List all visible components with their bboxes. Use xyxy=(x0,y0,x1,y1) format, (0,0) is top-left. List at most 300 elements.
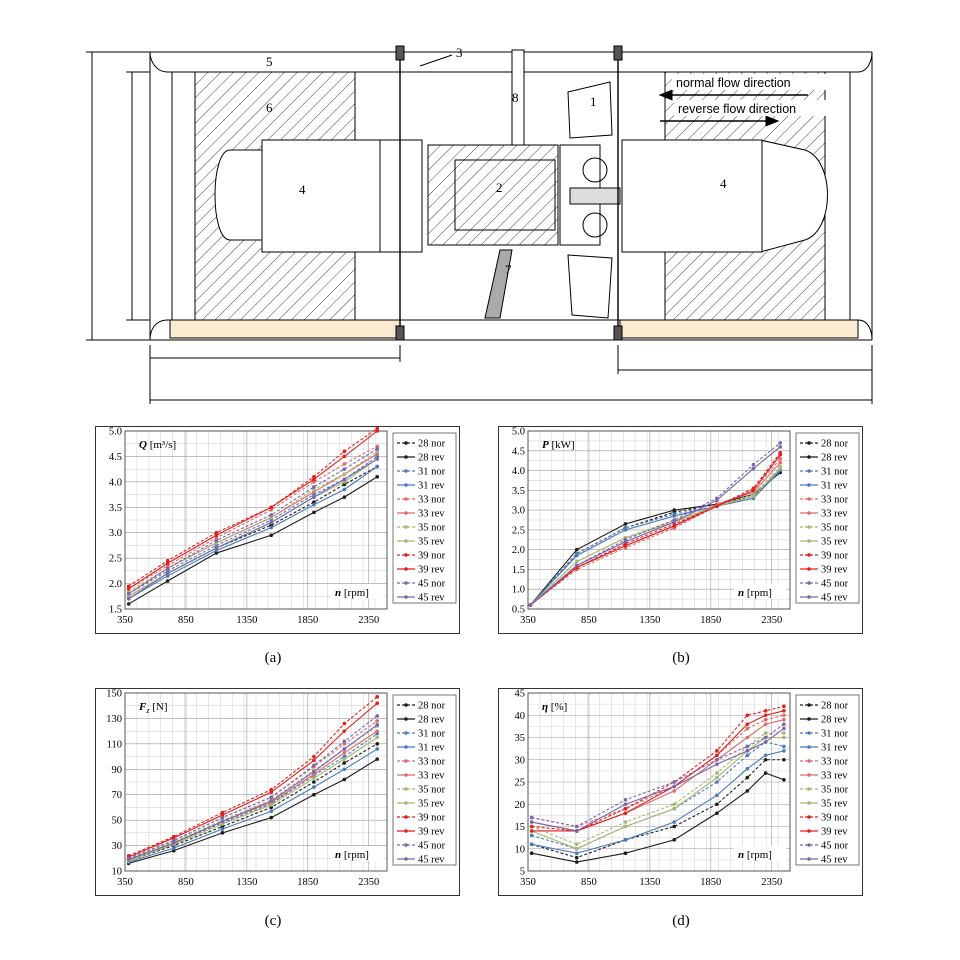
part-label-2: 2 xyxy=(496,180,503,195)
data-point xyxy=(746,745,750,749)
x-tick-label: 1350 xyxy=(639,877,661,888)
y-tick-label: 4.5 xyxy=(511,446,525,458)
data-point xyxy=(672,780,676,784)
data-point xyxy=(529,603,533,607)
data-point xyxy=(715,802,719,806)
data-point xyxy=(782,713,786,717)
legend-entry: 45 nor xyxy=(418,578,446,590)
legend-entry: 28 nor xyxy=(418,700,446,712)
y-tick-label: 130 xyxy=(106,713,122,725)
y-tick-label: 35 xyxy=(514,733,525,744)
normal-flow-label: normal flow direction xyxy=(676,76,791,90)
data-point xyxy=(624,522,628,526)
data-point xyxy=(575,560,579,564)
data-point xyxy=(715,504,719,508)
legend-marker xyxy=(807,703,811,707)
legend-marker xyxy=(404,787,408,791)
legend-marker xyxy=(404,829,408,833)
data-point xyxy=(778,457,782,461)
legend-entry: 39 rev xyxy=(821,564,848,576)
data-point xyxy=(764,771,768,775)
data-point xyxy=(312,495,316,499)
data-point xyxy=(215,546,219,550)
y-tick-label: 5.0 xyxy=(511,426,525,438)
data-point xyxy=(764,736,768,740)
legend-entry: 35 nor xyxy=(821,784,849,796)
y-tick-label: 20 xyxy=(514,799,525,811)
data-point xyxy=(312,770,316,774)
y-tick-label: 10 xyxy=(514,844,525,856)
data-point xyxy=(530,843,534,847)
data-point xyxy=(312,793,316,797)
data-point xyxy=(575,847,579,851)
legend-entry: 45 rev xyxy=(821,854,848,866)
data-point xyxy=(672,825,676,829)
y-axis-label: η [%] xyxy=(542,701,568,713)
part-label-4-left: 4 xyxy=(299,182,306,197)
data-point xyxy=(575,548,579,552)
legend-entry: 31 rev xyxy=(821,480,848,492)
legend-marker xyxy=(404,497,408,501)
data-point xyxy=(624,838,628,842)
x-tick-label: 850 xyxy=(581,877,597,888)
data-point xyxy=(215,533,219,537)
x-tick-label: 1350 xyxy=(236,615,258,626)
y-tick-label: 25 xyxy=(514,777,525,789)
data-point xyxy=(343,488,347,492)
legend-entry: 28 rev xyxy=(418,714,445,726)
data-point xyxy=(375,719,379,723)
y-tick-label: 90 xyxy=(111,764,122,776)
data-point xyxy=(375,701,379,705)
data-point xyxy=(752,467,756,471)
x-tick-label: 1850 xyxy=(700,877,722,888)
y-tick-label: 3.0 xyxy=(108,528,122,540)
data-point xyxy=(715,762,719,766)
data-point xyxy=(530,825,534,829)
x-tick-label: 2350 xyxy=(358,615,380,626)
data-point xyxy=(746,776,750,780)
data-point xyxy=(778,441,782,445)
legend-entry: 35 nor xyxy=(418,784,446,796)
legend-entry: 31 nor xyxy=(821,728,849,740)
data-point xyxy=(530,829,534,833)
caption-b: (b) xyxy=(672,650,690,666)
data-point xyxy=(624,811,628,815)
data-point xyxy=(782,758,786,762)
data-point xyxy=(269,816,273,820)
data-point xyxy=(746,722,750,726)
data-point xyxy=(530,834,534,838)
legend-marker xyxy=(807,483,811,487)
legend-marker xyxy=(807,815,811,819)
y-tick-label: 30 xyxy=(514,755,525,767)
data-point xyxy=(715,771,719,775)
data-point xyxy=(312,755,316,759)
legend-entry: 39 nor xyxy=(821,812,849,824)
data-point xyxy=(715,780,719,784)
data-point xyxy=(343,450,347,454)
y-tick-label: 0.5 xyxy=(511,604,525,616)
legend-marker xyxy=(807,829,811,833)
data-point xyxy=(752,494,756,498)
legend-marker xyxy=(807,787,811,791)
data-point xyxy=(778,445,782,449)
data-point xyxy=(343,478,347,482)
legend-marker xyxy=(404,553,408,557)
data-point xyxy=(269,799,273,803)
data-point xyxy=(764,713,768,717)
x-tick-label: 1350 xyxy=(639,615,661,626)
legend-entry: 35 rev xyxy=(821,536,848,548)
y-tick-label: 4.0 xyxy=(511,466,525,478)
y-tick-label: 3.0 xyxy=(511,505,525,517)
legend-marker xyxy=(807,857,811,861)
data-point xyxy=(624,798,628,802)
data-point xyxy=(166,561,170,565)
legend-entry: 33 rev xyxy=(418,508,445,520)
legend-marker xyxy=(404,441,408,445)
legend-marker xyxy=(807,843,811,847)
data-point xyxy=(312,776,316,780)
legend-marker xyxy=(404,773,408,777)
legend-entry: 28 rev xyxy=(821,452,848,464)
caption-a: (a) xyxy=(264,650,282,666)
legend-marker xyxy=(807,469,811,473)
y-tick-label: 4.5 xyxy=(108,451,122,463)
legend-entry: 28 nor xyxy=(821,438,849,450)
y-tick-label: 40 xyxy=(514,710,525,722)
data-point xyxy=(269,521,273,525)
legend-entry: 28 nor xyxy=(821,700,849,712)
fan-blade xyxy=(568,82,612,138)
legend-marker xyxy=(404,731,408,735)
data-point xyxy=(782,705,786,709)
legend-entry: 31 rev xyxy=(821,742,848,754)
data-point xyxy=(764,718,768,722)
data-point xyxy=(782,709,786,713)
data-point xyxy=(375,742,379,746)
legend-marker xyxy=(807,511,811,515)
legend-marker xyxy=(807,581,811,585)
data-point xyxy=(127,587,131,591)
legend-entry: 35 rev xyxy=(418,798,445,810)
x-tick-label: 2350 xyxy=(358,877,380,888)
legend-entry: 31 rev xyxy=(418,480,445,492)
data-point xyxy=(624,820,628,824)
data-point xyxy=(375,723,379,727)
y-tick-label: 15 xyxy=(514,822,525,833)
data-point xyxy=(672,820,676,824)
x-tick-label: 850 xyxy=(178,615,194,626)
part-label-1: 1 xyxy=(590,94,597,109)
data-point xyxy=(343,729,347,733)
legend-marker xyxy=(807,759,811,763)
legend-entry: 39 nor xyxy=(418,812,446,824)
data-point xyxy=(343,722,347,726)
data-point xyxy=(715,754,719,758)
data-point xyxy=(269,795,273,799)
x-axis-label: n [rpm] xyxy=(335,849,369,861)
data-point xyxy=(624,544,628,548)
x-tick-label: 2350 xyxy=(761,877,783,888)
x-tick-label: 350 xyxy=(520,615,536,626)
data-point xyxy=(672,508,676,512)
data-point xyxy=(166,572,170,576)
legend-marker xyxy=(404,455,408,459)
caption-c: (c) xyxy=(264,913,282,929)
legend-marker xyxy=(807,525,811,529)
data-point xyxy=(127,858,131,862)
legend-entry: 28 rev xyxy=(821,714,848,726)
data-point xyxy=(715,749,719,753)
legend-marker xyxy=(404,815,408,819)
legend-entry: 45 nor xyxy=(821,578,849,590)
legend-entry: 39 rev xyxy=(821,826,848,838)
data-point xyxy=(672,785,676,789)
part-label-4-right: 4 xyxy=(720,176,727,191)
data-point xyxy=(782,749,786,753)
data-point xyxy=(764,722,768,726)
part-label-8: 8 xyxy=(512,90,519,105)
data-point xyxy=(221,831,225,835)
legend-marker xyxy=(807,731,811,735)
legend-entry: 31 nor xyxy=(821,466,849,478)
data-point xyxy=(624,540,628,544)
data-point xyxy=(312,785,316,789)
data-point xyxy=(530,816,534,820)
data-point xyxy=(312,511,316,515)
legend-entry: 45 nor xyxy=(418,840,446,852)
data-point xyxy=(672,789,676,793)
x-tick-label: 1850 xyxy=(700,615,722,626)
y-tick-label: 1.5 xyxy=(511,564,525,576)
legend-marker xyxy=(404,539,408,543)
y-tick-label: 150 xyxy=(106,688,122,700)
data-point xyxy=(343,467,347,471)
data-point xyxy=(343,751,347,755)
data-point xyxy=(375,729,379,733)
data-point xyxy=(343,747,347,751)
data-point xyxy=(269,790,273,794)
legend-entry: 33 nor xyxy=(418,756,446,768)
data-point xyxy=(715,498,719,502)
data-point xyxy=(715,776,719,780)
data-point xyxy=(269,526,273,530)
data-point xyxy=(221,827,225,831)
legend-entry: 33 rev xyxy=(821,770,848,782)
y-tick-label: 5 xyxy=(519,866,525,878)
reverse-flow-label: reverse flow direction xyxy=(678,102,797,116)
legend-entry: 35 rev xyxy=(418,536,445,548)
legend-entry: 39 rev xyxy=(418,826,445,838)
data-point xyxy=(575,829,579,833)
y-tick-label: 2.5 xyxy=(511,525,525,537)
data-point xyxy=(172,841,176,845)
legend-marker xyxy=(404,801,408,805)
data-point xyxy=(215,539,219,543)
x-tick-label: 1350 xyxy=(236,877,258,888)
legend-entry: 39 nor xyxy=(821,550,849,562)
data-point xyxy=(746,713,750,717)
legend-entry: 33 nor xyxy=(821,494,849,506)
legend-entry: 33 rev xyxy=(418,770,445,782)
data-point xyxy=(343,495,347,499)
data-point xyxy=(624,851,628,855)
legend-marker xyxy=(807,801,811,805)
legend-marker xyxy=(404,745,408,749)
data-point xyxy=(530,851,534,855)
legend-marker xyxy=(807,717,811,721)
x-tick-label: 1850 xyxy=(297,877,319,888)
data-point xyxy=(715,794,719,798)
y-tick-label: 1.5 xyxy=(108,604,122,616)
legend-entry: 35 nor xyxy=(418,522,446,534)
data-point xyxy=(575,564,579,568)
data-point xyxy=(127,602,131,606)
data-point xyxy=(672,524,676,528)
legend-marker xyxy=(404,759,408,763)
legend-marker xyxy=(404,857,408,861)
chart-eta xyxy=(498,688,863,896)
y-tick-label: 4.0 xyxy=(108,477,122,489)
support-7 xyxy=(485,250,512,318)
data-point xyxy=(312,764,316,768)
data-point xyxy=(312,503,316,507)
data-point xyxy=(127,597,131,601)
y-tick-label: 110 xyxy=(106,739,122,751)
y-axis-label: Q [m³/s] xyxy=(139,439,177,451)
part-label-3: 3 xyxy=(456,45,463,60)
legend-marker xyxy=(807,553,811,557)
data-point xyxy=(624,528,628,532)
data-point xyxy=(778,461,782,465)
data-point xyxy=(312,759,316,763)
data-point xyxy=(752,489,756,493)
legend-entry: 31 rev xyxy=(418,742,445,754)
data-point xyxy=(375,447,379,451)
data-point xyxy=(127,592,131,596)
legend-marker xyxy=(404,595,408,599)
data-point xyxy=(312,478,316,482)
data-point xyxy=(778,467,782,471)
x-axis-label: n [rpm] xyxy=(738,587,772,599)
data-point xyxy=(782,745,786,749)
fan-assembly-diagram xyxy=(0,0,960,420)
data-point xyxy=(221,816,225,820)
data-point xyxy=(778,453,782,457)
y-tick-label: 2.5 xyxy=(108,553,122,565)
data-point xyxy=(375,429,379,433)
legend-entry: 31 nor xyxy=(418,728,446,740)
legend-entry: 45 nor xyxy=(821,840,849,852)
data-point xyxy=(764,740,768,744)
data-point xyxy=(375,714,379,718)
data-point xyxy=(375,695,379,699)
chart-q xyxy=(95,426,460,634)
data-point xyxy=(782,722,786,726)
y-tick-label: 3.5 xyxy=(108,502,122,514)
legend-marker xyxy=(807,497,811,501)
legend-entry: 35 nor xyxy=(821,522,849,534)
data-point xyxy=(312,780,316,784)
legend-marker xyxy=(404,525,408,529)
legend-entry: 28 nor xyxy=(418,438,446,450)
data-point xyxy=(746,727,750,731)
data-point xyxy=(575,843,579,847)
x-tick-label: 850 xyxy=(581,615,597,626)
data-point xyxy=(624,825,628,829)
data-point xyxy=(375,757,379,761)
data-point xyxy=(782,736,786,740)
chart-fz xyxy=(95,688,460,896)
data-point xyxy=(343,462,347,466)
data-point xyxy=(764,758,768,762)
data-point xyxy=(221,820,225,824)
data-point xyxy=(672,802,676,806)
nose-cone-left xyxy=(215,150,265,240)
y-tick-label: 30 xyxy=(111,841,122,853)
data-point xyxy=(782,718,786,722)
x-tick-label: 850 xyxy=(178,877,194,888)
legend-entry: 39 nor xyxy=(418,550,446,562)
data-point xyxy=(343,757,347,761)
data-point xyxy=(672,838,676,842)
data-point xyxy=(312,485,316,489)
legend-entry: 45 rev xyxy=(418,854,445,866)
legend-marker xyxy=(404,581,408,585)
data-point xyxy=(530,820,534,824)
data-point xyxy=(269,533,273,537)
legend-marker xyxy=(807,595,811,599)
x-tick-label: 350 xyxy=(117,877,133,888)
legend-marker xyxy=(404,703,408,707)
data-point xyxy=(672,807,676,811)
data-point xyxy=(375,736,379,740)
data-point xyxy=(343,455,347,459)
y-tick-label: 1.0 xyxy=(511,584,525,596)
legend-marker xyxy=(807,745,811,749)
data-point xyxy=(575,554,579,558)
part-label-5: 5 xyxy=(266,54,273,69)
y-axis-label: $F_z$ [N] xyxy=(139,701,168,715)
data-point xyxy=(269,505,273,509)
data-point xyxy=(715,758,719,762)
y-tick-label: 70 xyxy=(111,790,122,802)
data-point xyxy=(269,809,273,813)
legend-marker xyxy=(807,441,811,445)
y-tick-label: 50 xyxy=(111,815,122,827)
data-point xyxy=(269,803,273,807)
data-point xyxy=(782,731,786,735)
legend-marker xyxy=(807,539,811,543)
legend-marker xyxy=(807,455,811,459)
part-label-6: 6 xyxy=(266,100,273,115)
y-tick-label: 2.0 xyxy=(511,545,525,557)
data-point xyxy=(343,472,347,476)
data-point xyxy=(672,514,676,518)
data-point xyxy=(764,709,768,713)
data-point xyxy=(752,463,756,467)
data-point xyxy=(746,789,750,793)
data-point xyxy=(575,860,579,864)
legend-marker xyxy=(807,773,811,777)
data-point xyxy=(746,749,750,753)
data-point xyxy=(624,802,628,806)
chart-p xyxy=(498,426,863,634)
legend-entry: 39 rev xyxy=(418,564,445,576)
data-point xyxy=(782,727,786,731)
